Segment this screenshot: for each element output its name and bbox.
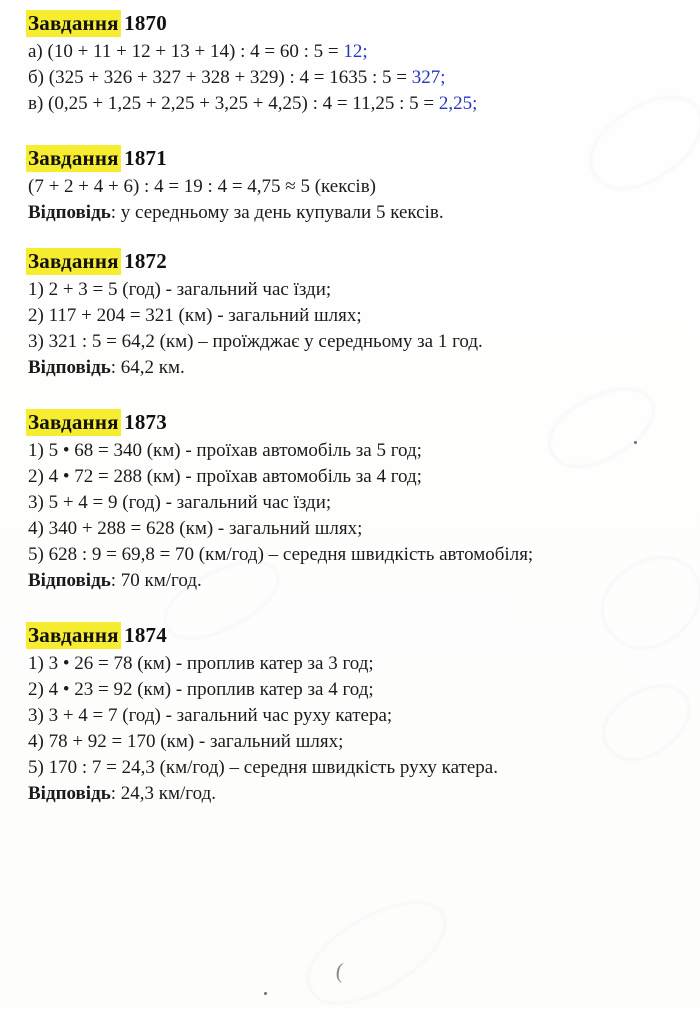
highlighted-task-label: Завдання <box>28 146 119 170</box>
answer-label: Відповідь <box>28 783 111 804</box>
scan-speck <box>264 992 267 995</box>
task-section-1873 <box>28 409 680 594</box>
answer-value: 12; <box>343 41 368 62</box>
answer-value: 2,25; <box>438 93 478 114</box>
highlighted-task-label: Завдання <box>28 11 119 35</box>
task-header <box>28 10 680 37</box>
task-number: 1873 <box>124 410 167 434</box>
answer-line <box>28 355 680 381</box>
answer-text: : 70 км/год. <box>110 570 202 591</box>
answer-label: Відповідь <box>28 202 111 223</box>
task-section-1874 <box>28 622 680 807</box>
task-number: 1874 <box>124 623 167 647</box>
task-section-1870 <box>28 10 680 117</box>
task-header <box>28 409 680 436</box>
task-number: 1871 <box>124 146 167 170</box>
solution-line: 3) 321 : 5 = 64,2 (км) – проїжджає у середньому за 1 год. <box>28 331 483 352</box>
task-section-1872 <box>28 248 680 381</box>
answer-value: 327; <box>411 67 446 88</box>
answer-line <box>28 781 680 807</box>
solution-line: (7 + 2 + 4 + 6) : 4 = 19 : 4 = 4,75 ≈ 5 (кексів) <box>28 176 377 197</box>
task-number: 1872 <box>124 249 167 273</box>
solution-line: 3) 3 + 4 = 7 (год) - загальний час руху катера; <box>28 705 393 726</box>
task-header <box>28 622 680 649</box>
watermark-artifact <box>292 880 462 1024</box>
task-header <box>28 145 680 172</box>
scan-speck <box>634 441 637 444</box>
answer-text: : 64,2 км. <box>110 357 185 378</box>
task-header <box>28 248 680 275</box>
answer-label: Відповідь <box>28 357 111 378</box>
solution-line: 1) 2 + 3 = 5 (год) - загальний час їзди; <box>28 279 332 300</box>
solution-line: 2) 117 + 204 = 321 (км) - загальний шлях; <box>28 305 362 326</box>
answer-line <box>28 568 680 594</box>
answer-label: Відповідь <box>28 570 111 591</box>
task-number: 1870 <box>124 11 167 35</box>
solution-line: 1) 3 • 26 = 78 (км) - проплив катер за 3 год; <box>28 653 374 674</box>
solution-line <box>28 65 680 91</box>
solution-line <box>28 39 680 65</box>
solution-line: 1) 5 • 68 = 340 (км) - проїхав автомобіль за 5 год; <box>28 440 422 461</box>
answer-text: : 24,3 км/год. <box>110 783 217 804</box>
solution-line: 2) 4 • 72 = 288 (км) - проїхав автомобіль за 4 год; <box>28 466 422 487</box>
expression-text: а) (10 + 11 + 12 + 13 + 14) : 4 = 60 : 5 = <box>28 41 344 62</box>
highlighted-task-label: Завдання <box>28 410 119 434</box>
answer-line <box>28 200 680 226</box>
task-section-1871 <box>28 145 680 226</box>
stray-paren-mark: ( <box>334 957 345 984</box>
solution-line: 4) 340 + 288 = 628 (км) - загальний шлях; <box>28 518 363 539</box>
expression-text: б) (325 + 326 + 327 + 328 + 329) : 4 = 1635 : 5 = <box>28 67 412 88</box>
expression-text: в) (0,25 + 1,25 + 2,25 + 3,25 + 4,25) : 4 = 11,25 : 5 = <box>28 93 439 114</box>
answer-text: : у середньому за день купували 5 кексів. <box>110 202 444 223</box>
solution-line: 3) 5 + 4 = 9 (год) - загальний час їзди; <box>28 492 332 513</box>
page-content <box>28 10 680 829</box>
highlighted-task-label: Завдання <box>28 623 119 647</box>
solution-line <box>28 91 680 117</box>
highlighted-task-label: Завдання <box>28 249 119 273</box>
solution-line: 5) 170 : 7 = 24,3 (км/год) – середня швидкість руху катера. <box>28 757 498 778</box>
solution-line: 5) 628 : 9 = 69,8 = 70 (км/год) – середня швидкість автомобіля; <box>28 544 534 565</box>
solution-line: 2) 4 • 23 = 92 (км) - проплив катер за 4 год; <box>28 679 374 700</box>
solution-line: 4) 78 + 92 = 170 (км) - загальний шлях; <box>28 731 344 752</box>
